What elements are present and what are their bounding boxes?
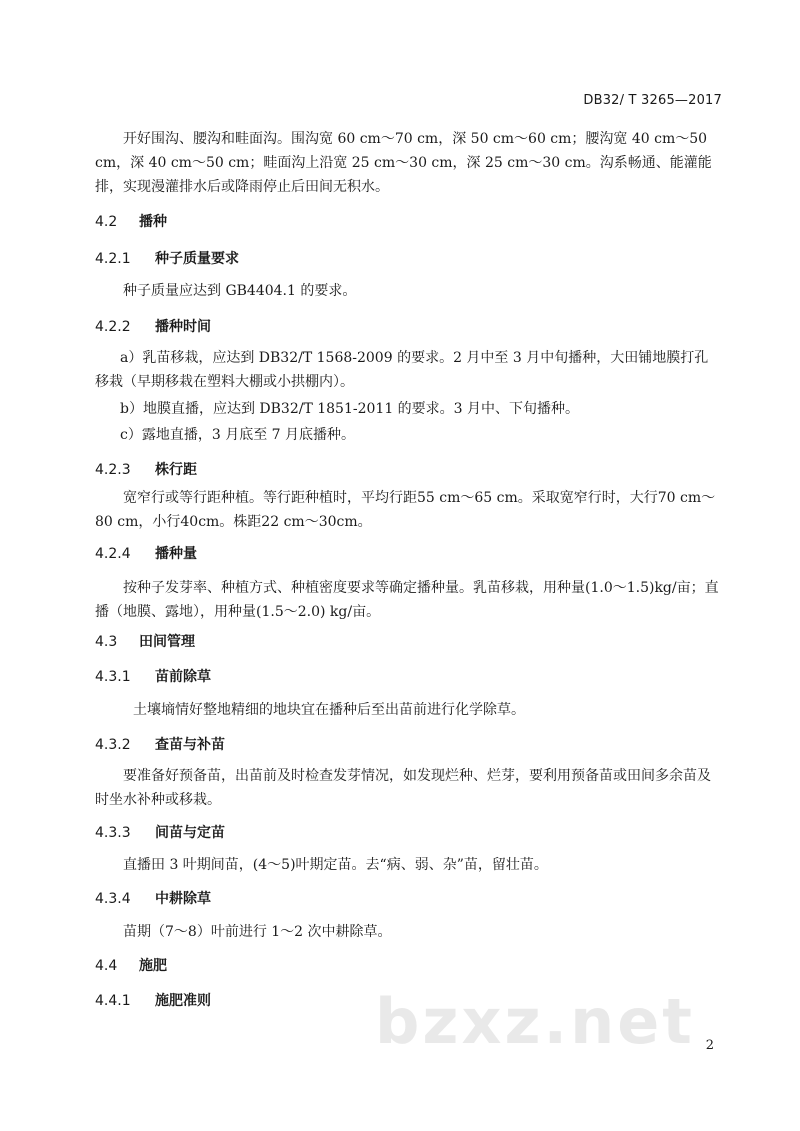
heading-title: 播种时间: [155, 319, 211, 335]
heading-number: 4.2.1: [95, 251, 131, 267]
intro-paragraph: 开好围沟、腰沟和畦面沟。围沟宽 60 cm～70 cm，深 50 cm～60 cm；腰沟宽 40 cm～50 cm，深 40 cm～50 cm；畦面沟上沿宽 25 cm～30 cm，深 25 cm～30 cm。沟系畅通、能灌能排，实现漫灌排水后或降雨停止后田间无积水。: [95, 131, 712, 195]
heading-title: 田间管理: [139, 634, 195, 650]
paragraph-4-3-3: 直播田 3 叶期间苗，(4～5)叶期定苗。去“病、弱、杂”苗，留壮苗。: [123, 857, 548, 873]
heading-4-3-1: [95, 666, 211, 686]
paragraph-4-2-4: 按种子发芽率、种植方式、种植密度要求等确定播种量。乳苗移栽，用种量(1.0～1.5)kg/亩；直播（地膜、露地），用种量(1.5～2.0) kg/亩。: [95, 580, 719, 620]
heading-title: 间苗与定苗: [155, 825, 225, 841]
heading-number: 4.2.4: [95, 546, 131, 562]
paragraph-4-3-2: 要准备好预备苗，出苗前及时检查发芽情况，如发现烂种、烂芽，要利用预备苗或田间多余苗及时坐水补种或移栽。: [95, 768, 711, 808]
list-item-c: c）露地直播，3 月底至 7 月底播种。: [120, 427, 356, 443]
heading-number: 4.3.3: [95, 825, 131, 841]
heading-number: 4.2: [95, 214, 118, 230]
heading-4-4-1: [95, 990, 211, 1010]
heading-4-2-3: [95, 459, 197, 479]
heading-number: 4.3.2: [95, 737, 131, 753]
watermark: bzxz.net: [375, 985, 695, 1058]
heading-number: 4.2.3: [95, 462, 131, 478]
heading-number: 4.4.1: [95, 993, 131, 1009]
heading-4-2-1: [95, 248, 239, 268]
heading-title: 苗前除草: [155, 669, 211, 685]
heading-title: 株行距: [155, 462, 197, 478]
heading-4-2: [95, 211, 167, 231]
heading-4-4: [95, 955, 167, 975]
paragraph-4-3-4: 苗期（7～8）叶前进行 1～2 次中耕除草。: [123, 924, 392, 940]
document-code-header: DB32/ T 3265—2017: [583, 93, 722, 108]
heading-4-3-3: [95, 822, 225, 842]
heading-title: 施肥准则: [155, 993, 211, 1009]
paragraph-4-2-1: 种子质量应达到 GB4404.1 的要求。: [123, 283, 357, 299]
page-number: 2: [705, 1038, 714, 1053]
heading-title: 种子质量要求: [155, 251, 239, 267]
heading-title: 施肥: [139, 958, 167, 974]
heading-title: 查苗与补苗: [155, 737, 225, 753]
heading-number: 4.4: [95, 958, 118, 974]
heading-4-2-2: [95, 316, 211, 336]
heading-number: 4.3.4: [95, 891, 131, 907]
list-item-a: a）乳苗移栽，应达到 DB32/T 1568-2009 的要求。2 月中至 3 月中旬播种，大田铺地膜打孔移栽（早期移栽在塑料大棚或小拱棚内）。: [95, 350, 709, 390]
heading-4-2-4: [95, 543, 197, 563]
heading-4-3: [95, 631, 195, 651]
heading-title: 中耕除草: [155, 891, 211, 907]
heading-number: 4.2.2: [95, 319, 131, 335]
heading-number: 4.3.1: [95, 669, 131, 685]
heading-title: 播种: [139, 214, 167, 230]
list-item-b: b）地膜直播，应达到 DB32/T 1851-2011 的要求。3 月中、下旬播种。: [120, 401, 580, 417]
heading-number: 4.3: [95, 634, 118, 650]
heading-title: 播种量: [155, 546, 197, 562]
heading-4-3-2: [95, 734, 225, 754]
paragraph-4-3-1: 土壤墒情好整地精细的地块宜在播种后至出苗前进行化学除草。: [133, 702, 525, 718]
heading-4-3-4: [95, 888, 211, 908]
paragraph-4-2-3: 宽窄行或等行距种植。等行距种植时，平均行距55 cm～65 cm。采取宽窄行时，大行70 cm～80 cm，小行40cm。株距22 cm～30cm。: [95, 490, 716, 530]
